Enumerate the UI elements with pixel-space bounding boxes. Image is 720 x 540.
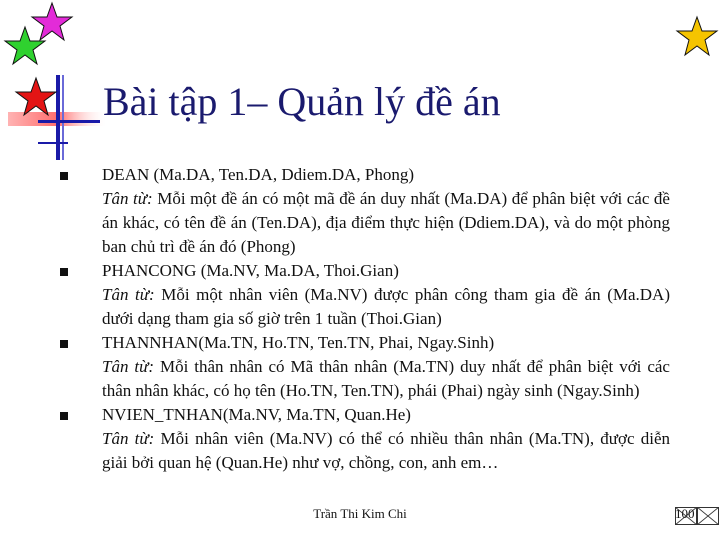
bullet-square-icon	[60, 412, 68, 420]
relation-schema: NVIEN_TNHAN(Ma.NV, Ma.TN, Quan.He)	[102, 405, 411, 424]
relation-description	[102, 283, 670, 331]
bullet-square-icon	[60, 172, 68, 180]
relation-schema: DEAN (Ma.DA, Ten.DA, Ddiem.DA, Phong)	[102, 165, 415, 184]
blue-vertical-bar-thin	[62, 75, 64, 160]
relation-description	[102, 187, 670, 259]
list-item	[60, 163, 670, 259]
description-text: Mỗi nhân viên (Ma.NV) có thể có nhiều thân nhân (Ma.TN), được diễn giải bởi quan hệ (Quan.He) như vợ, chồng, con, anh em…	[102, 429, 670, 472]
footer-author: Trần Thi Kim Chi	[313, 506, 407, 521]
green-star-icon	[5, 27, 45, 64]
bullet-square-icon	[60, 340, 68, 348]
relation-schema: THANNHAN(Ma.TN, Ho.TN, Ten.TN, Phai, Ngay.Sinh)	[102, 333, 495, 352]
list-item	[60, 331, 670, 403]
description-text: Mỗi một nhân viên (Ma.NV) được phân công tham gia đề án (Ma.DA) dưới dạng tham gia số giờ trên 1 tuần (Thoi.Gian)	[102, 285, 670, 328]
description-text: Mỗi thân nhân có Mã thân nhân (Ma.TN) duy nhất để phân biệt với các thân nhân khác, có họ tên (Ho.TN, Ten.TN), phái (Phai) ngày sinh (Ngay.Sinh)	[102, 357, 670, 400]
prev-slide-icon[interactable]	[675, 507, 697, 525]
blue-horizontal-bar-small	[38, 142, 68, 144]
next-slide-icon[interactable]	[697, 507, 719, 525]
list-item	[60, 259, 670, 331]
red-star-icon	[16, 78, 56, 115]
bullet-list	[60, 163, 670, 475]
relation-schema: PHANCONG (Ma.NV, Ma.DA, Thoi.Gian)	[102, 261, 399, 280]
description-label: Tân từ:	[102, 285, 155, 304]
yellow-star-icon	[675, 15, 720, 60]
description-text: Mỗi một đề án có một mã đề án duy nhất (Ma.DA) để phân biệt với các đề án khác, có tên đề án (Ten.DA), địa điểm thực hiện (Ddiem.DA), và do một phòng ban chủ trì đề án đó (Phong)	[102, 189, 670, 256]
list-item	[60, 403, 670, 475]
description-label: Tân từ:	[102, 429, 155, 448]
relation-description	[102, 427, 670, 475]
slide-title: Bài tập 1– Quản lý đề án	[103, 79, 501, 124]
description-label: Tân từ:	[102, 357, 155, 376]
relation-description	[102, 355, 670, 403]
blue-horizontal-bar	[38, 120, 100, 123]
description-label: Tân từ:	[102, 189, 153, 208]
bullet-square-icon	[60, 268, 68, 276]
page-number: 100	[675, 506, 695, 521]
decoration-stars	[0, 0, 120, 170]
magenta-star-icon	[32, 3, 72, 40]
blue-vertical-bar	[56, 75, 60, 160]
